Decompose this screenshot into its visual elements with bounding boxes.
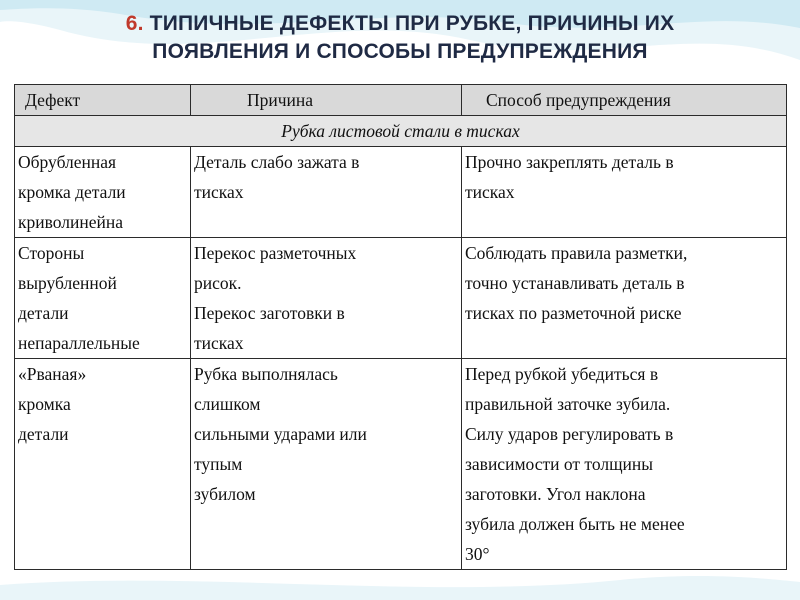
cell-line: криволинейна [18,212,124,232]
table-row [15,359,787,570]
cell-line: тисках [194,333,244,353]
cell-line: тисках [194,182,244,202]
cell-line: зубила должен быть не менее [465,514,685,534]
table-row [15,147,787,238]
column-header-prevention: Способ предупреждения [462,85,787,116]
cell-line: Обрубленная [18,152,117,172]
page-title [20,10,780,66]
cell-cause [191,359,462,570]
cell-line: Перед рубкой убедиться в [465,364,659,384]
cell-line: детали [18,424,69,444]
cell-line: кромка детали [18,182,126,202]
cell-line: непараллельные [18,333,140,353]
title-line-1: ТИПИЧНЫЕ ДЕФЕКТЫ ПРИ РУБКЕ, ПРИЧИНЫ ИХ [149,12,675,35]
cell-line: Стороны [18,243,85,263]
cell-line: Перекос заготовки в [194,303,345,323]
cell-line: детали [18,303,69,323]
cell-line: сильными ударами или [194,424,367,444]
title-number: 6. [125,12,144,35]
cell-line: Рубка выполнялась [194,364,338,384]
cell-line: «Рваная» [18,364,87,384]
cell-line: Прочно закреплять деталь в [465,152,674,172]
cell-defect [15,238,191,359]
column-header-cause: Причина [191,85,462,116]
cell-line: тупым [194,454,243,474]
cell-prevention [462,238,787,359]
cell-line: зубилом [194,484,256,504]
cell-line: заготовки. Угол наклона [465,484,646,504]
cell-line: слишком [194,394,261,414]
cell-line: точно устанавливать деталь в [465,273,685,293]
cell-line: зависимости от толщины [465,454,654,474]
cell-line: Перекос разметочных [194,243,357,263]
defects-table [14,84,787,570]
cell-defect [15,359,191,570]
cell-defect [15,147,191,238]
cell-line: рисок. [194,273,242,293]
cell-line: Соблюдать правила разметки, [465,243,688,263]
cell-line: вырубленной [18,273,117,293]
table-header-row [15,85,787,116]
cell-line: Деталь слабо зажата в [194,152,360,172]
cell-line: Силу ударов регулировать в [465,424,674,444]
table-row [15,238,787,359]
cell-line: тисках [465,182,515,202]
cell-line: правильной заточке зубила. [465,394,671,414]
cell-prevention [462,359,787,570]
cell-cause [191,147,462,238]
section-title: Рубка листовой стали в тисках [15,116,787,147]
cell-line: тисках по разметочной риске [465,303,682,323]
cell-line: кромка [18,394,71,414]
column-header-defect: Дефект [15,85,191,116]
title-line-2: ПОЯВЛЕНИЯ И СПОСОБЫ ПРЕДУПРЕЖДЕНИЯ [152,40,648,63]
cell-prevention [462,147,787,238]
cell-line: 30° [465,544,490,564]
cell-cause [191,238,462,359]
section-row [15,116,787,147]
